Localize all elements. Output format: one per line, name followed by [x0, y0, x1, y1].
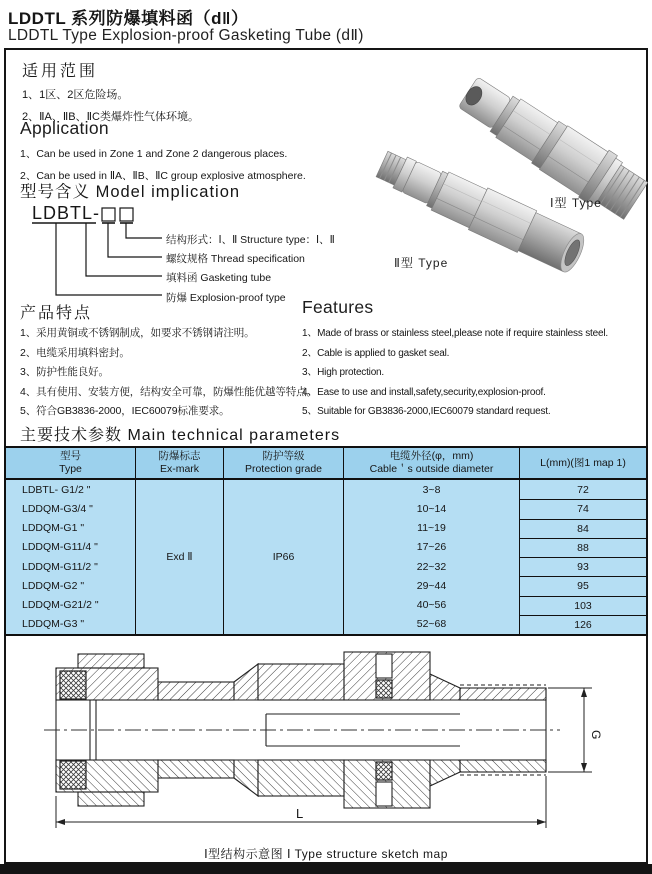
table-cell-cable: 10~14	[416, 502, 447, 515]
table-col-grade	[224, 480, 344, 634]
list-item: 3、High protection.	[302, 367, 385, 379]
header-exmark-zh: 防爆标志	[158, 450, 201, 462]
model-heading: 型号含义 Model implication	[20, 183, 241, 201]
table-header-type	[6, 448, 136, 478]
table-col-cable	[344, 480, 520, 634]
table-cell-cable: 17~26	[416, 541, 447, 554]
table-cell-type: LDDQM-G11/4 "	[22, 541, 98, 554]
features-heading-en: Features	[302, 297, 374, 317]
page-title-en: LDDTL Type Explosion-proof Gasketing Tube (dⅡ)	[8, 27, 364, 44]
list-item: 1、1区、2区危险场。	[22, 89, 129, 101]
drawing-caption: Ⅰ型结构示意图 Ⅰ Type structure sketch map	[204, 847, 448, 861]
table-cell-type: LDDQM-G3 "	[22, 618, 85, 631]
list-item: 1、采用黄铜或不锈钢制成，如要求不锈钢请注明。	[20, 327, 255, 339]
table-cell-type: LDDQM-G1 "	[22, 522, 85, 535]
table-header-length	[520, 448, 646, 478]
table-header-cable	[344, 448, 520, 478]
photo-label-type2: Ⅱ型 Type	[394, 256, 449, 270]
grade-value: IP66	[272, 551, 295, 563]
dimension-label-L: L	[296, 806, 304, 821]
list-item: 4、具有使用、安装方便，结构安全可靠，防爆性能优越等特点。	[20, 385, 317, 398]
table-col-type	[6, 480, 136, 634]
structure-drawing	[36, 638, 616, 838]
table-col-exmark	[136, 480, 224, 634]
features-list-en	[302, 324, 608, 422]
table-cell-length: 74	[520, 499, 646, 518]
features-heading-zh: 产品特点	[20, 305, 93, 322]
list-item: 1、Made of brass or stainless steel,please note if require stainless steel.	[302, 328, 608, 339]
table-cell-length: 72	[577, 483, 589, 496]
table-cell-length: 126	[520, 615, 646, 634]
model-code: LDBTL-	[32, 203, 101, 223]
table-header-exmark	[136, 448, 224, 478]
parameters-table	[4, 446, 648, 636]
exmark-value: Exd Ⅱ	[166, 551, 193, 563]
table-cell-cable: 40~56	[416, 599, 447, 612]
list-item: 2、ⅡA、ⅡB、ⅡC类爆炸性气体环境。	[22, 111, 199, 123]
table-cell-length: 88	[520, 538, 646, 557]
list-item: 3、防护性能良好。	[20, 366, 109, 379]
list-item: 螺纹规格 Thread specification	[166, 253, 305, 266]
table-cell-length: 93	[520, 557, 646, 576]
page-title-zh: LDDTL 系列防爆填料函（d‖）	[8, 9, 249, 28]
header-cable-en: Cable＇s outside diameter	[369, 463, 494, 475]
table-cell-type: LDDQM-G21/2 "	[22, 599, 99, 612]
table-cell-length: 84	[520, 519, 646, 538]
features-list-zh	[20, 324, 317, 422]
parameters-heading: 主要技术参数 Main technical parameters	[20, 427, 341, 444]
header-grade-en: Protection grade	[244, 463, 323, 475]
list-item: 防爆 Explosion-proof type	[166, 291, 286, 304]
list-item: 2、Cable is applied to gasket seal.	[302, 347, 450, 359]
table-body	[6, 480, 646, 634]
application-heading: Application	[20, 118, 109, 138]
table-cell-cable: 22~32	[416, 560, 447, 573]
list-item: 2、电缆采用填料密封。	[20, 346, 130, 359]
list-item: 5、符合GB3836-2000，IEC60079标准要求。	[20, 405, 230, 418]
table-cell-type: LDDQM-G3/4 "	[22, 502, 93, 515]
table-cell-cable: 52~68	[416, 618, 447, 631]
photo-label-type1: Ⅰ型 Type	[550, 196, 602, 210]
header-length-label: L(mm)(图1 map 1)	[540, 456, 626, 469]
scope-heading-zh: 适用范围	[22, 63, 99, 80]
list-item: 4、Ease to use and install,safety,security,explosion-proof.	[302, 386, 546, 398]
header-cable-zh: 电缆外径(φ，mm)	[389, 450, 474, 462]
model-code-diagram	[28, 200, 168, 300]
header-type-en: Type	[59, 463, 82, 475]
table-col-length	[520, 480, 646, 634]
dimension-label-G: G	[589, 730, 603, 740]
list-item: 2、Can be used in ⅡA、ⅡB、ⅡC group explosive atmosphere.	[20, 170, 306, 182]
table-cell-type: LDDQM-G11/2 "	[22, 560, 98, 573]
table-cell-length: 103	[520, 596, 646, 615]
list-item: 填料函 Gasketing tube	[166, 272, 272, 285]
table-cell-cable: 29~44	[416, 579, 447, 592]
table-cell-cable: 11~19	[417, 522, 446, 535]
table-header-grade	[224, 448, 344, 478]
list-item: 5、Suitable for GB3836-2000,IEC60079 standard request.	[302, 406, 551, 418]
header-exmark-en: Ex-mark	[159, 463, 200, 475]
list-item: 1、Can be used in Zone 1 and Zone 2 dangerous places.	[20, 148, 288, 160]
table-cell-type: LDDQM-G2 "	[22, 579, 85, 592]
table-cell-cable: 3~8	[422, 483, 441, 496]
product-photo	[374, 66, 648, 294]
footer-bar	[0, 864, 652, 874]
list-item: 结构形式：Ⅰ、Ⅱ Structure type：Ⅰ、Ⅱ	[166, 234, 335, 246]
table-cell-length: 95	[520, 576, 646, 595]
table-header-row	[6, 448, 646, 480]
header-type-zh: 型号	[60, 450, 81, 462]
header-grade-zh: 防护等级	[262, 450, 305, 462]
table-cell-type: LDBTL- G1/2 "	[22, 483, 91, 496]
